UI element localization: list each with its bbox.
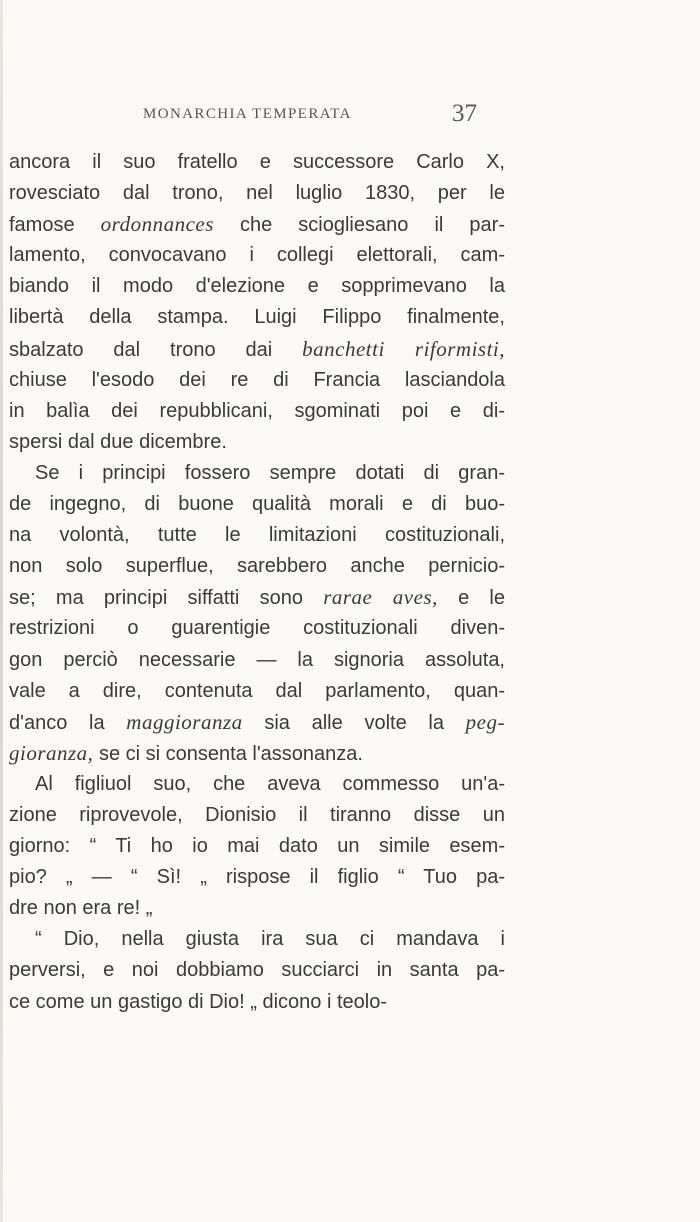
text-segment: non solo superflue, sarebbero anche pernicio- — [9, 555, 505, 578]
text-line — [9, 738, 505, 769]
text-segment: pio? „ — “ Sì! „ rispose il figlio “ Tuo pa- — [9, 866, 505, 889]
paragraph — [9, 147, 505, 458]
text-segment: se; ma principi siffatti sono — [9, 587, 324, 610]
text-line — [9, 178, 505, 209]
text-line — [9, 800, 505, 831]
italic-phrase: banchetti riformisti, — [302, 336, 505, 361]
italic-phrase: peg- — [465, 709, 505, 734]
text-line — [9, 987, 505, 1018]
text-segment: se ci si consenta l'assonanza. — [93, 742, 363, 765]
text-segment: rovesciato dal trono, nel luglio 1830, per le — [9, 182, 505, 205]
text-segment: vale a dire, contenuta dal parlamento, quan- — [9, 679, 505, 702]
text-segment: Se i principi fossero sempre dotati di gran- — [35, 461, 505, 484]
text-segment: gon perciò necessarie — la signoria assoluta, — [9, 648, 505, 671]
text-segment: giorno: “ Ti ho io mai dato un simile esem- — [9, 835, 505, 858]
italic-phrase: rarae aves, — [323, 585, 438, 610]
text-line — [9, 831, 505, 862]
text-line — [9, 645, 505, 676]
text-segment: ancora il suo fratello e successore Carlo X, — [9, 151, 505, 173]
text-line — [9, 676, 505, 707]
text-segment: perversi, e noi dobbiamo succiarci in santa pa- — [9, 959, 505, 982]
text-line — [9, 520, 505, 551]
paragraph — [9, 769, 505, 924]
text-segment: spersi dal due dicembre. — [9, 430, 227, 453]
text-line — [9, 334, 505, 365]
text-segment: sia alle volte la — [242, 711, 466, 734]
text-line — [9, 924, 505, 955]
paragraph — [9, 458, 505, 769]
text-segment: restrizioni o guarentigie costituzionali diven- — [9, 617, 505, 640]
text-segment: sbalzato dal trono dai — [9, 338, 303, 361]
italic-phrase: maggioranza — [126, 709, 243, 734]
text-segment: d'anco la — [9, 711, 127, 734]
text-line — [9, 551, 505, 582]
text-segment: lamento, convocavano i collegi elettorali, cam- — [9, 244, 505, 267]
page-edge — [0, 0, 3, 1222]
italic-phrase: ordonnances — [100, 212, 214, 237]
text-line — [9, 302, 505, 333]
text-segment: dre non era re! „ — [9, 897, 153, 920]
body-text — [9, 147, 505, 1018]
text-line — [9, 489, 505, 520]
text-line — [9, 955, 505, 986]
text-segment: che sciogliesano il par- — [213, 214, 505, 237]
text-line — [9, 769, 505, 800]
text-line — [9, 427, 505, 458]
text-line — [9, 582, 505, 613]
page-header — [0, 100, 700, 130]
text-segment: na volontà, tutte le limitazioni costituzionali, — [9, 524, 505, 547]
text-line — [9, 396, 505, 427]
text-line — [9, 458, 505, 489]
text-line — [9, 862, 505, 893]
text-segment: libertà della stampa. Luigi Filippo finalmente, — [9, 306, 505, 329]
text-segment: biando il modo d'elezione e sopprimevano la — [9, 275, 505, 298]
page-number: 37 — [452, 100, 477, 127]
text-line — [9, 240, 505, 271]
text-line — [9, 893, 505, 924]
running-title: MONARCHIA TEMPERATA — [143, 106, 352, 122]
text-line — [9, 271, 505, 302]
text-line — [9, 365, 505, 396]
text-segment: chiuse l'esodo dei re di Francia lasciandola — [9, 368, 505, 391]
text-segment: Al figliuol suo, che aveva commesso un'a- — [35, 772, 505, 795]
paragraph — [9, 924, 505, 1017]
text-line — [9, 209, 505, 240]
text-segment: ce come un gastigo di Dio! „ dicono i teolo- — [9, 990, 387, 1013]
text-segment: in balìa dei repubblicani, sgominati poi e di- — [9, 399, 505, 422]
text-line — [9, 147, 505, 178]
text-line — [9, 707, 505, 738]
italic-phrase: gioranza, — [9, 740, 94, 765]
text-segment: e le — [437, 587, 505, 610]
text-segment: famose — [9, 214, 101, 237]
text-segment: de ingegno, di buone qualità morali e di buo- — [9, 493, 505, 516]
text-segment: “ Dio, nella giusta ira sua ci mandava i — [35, 928, 505, 951]
text-line — [9, 613, 505, 644]
text-segment: zione riprovevole, Dionisio il tiranno disse un — [9, 803, 505, 826]
